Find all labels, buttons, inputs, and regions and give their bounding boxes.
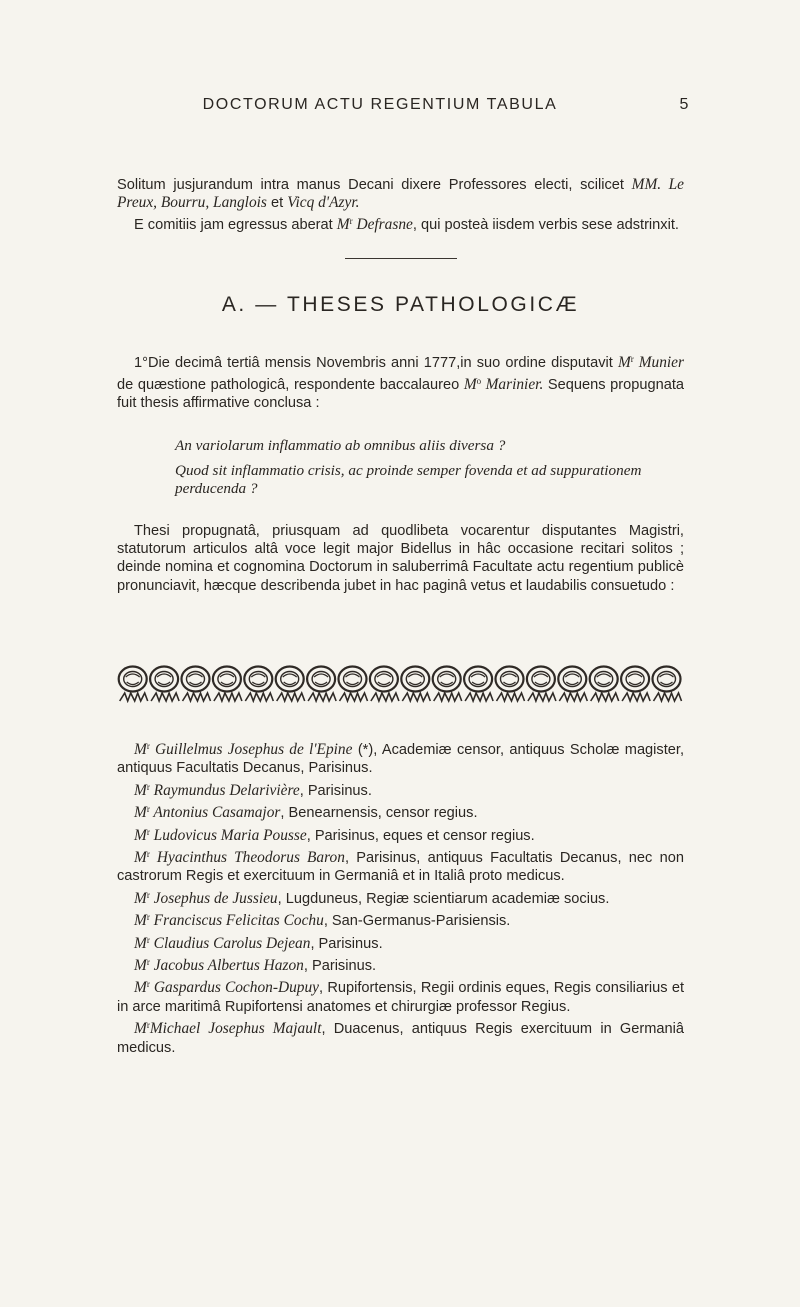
doctor-name: $M^r$ Guillelmus Josephus de l'Epine [134, 741, 353, 758]
doctor-description: (*), Academiæ censor, antiquus Scholæ magister, antiquus Facultatis Decanus, Parisinus. [117, 742, 684, 777]
thesis-text: An variolarum inflammatio ab omnibus aliis diversa ? [175, 437, 506, 454]
professor-name: Defrasne [352, 216, 413, 234]
doctor-name: $M^r$ Hyacinthus Theodorus Baron [134, 849, 345, 867]
section-title: A. — THESES PATHOLOGICÆ [221, 293, 580, 316]
doctor-description: , Benearnensis, censor regius. [280, 805, 478, 822]
running-title: DOCTORUM ACTU REGENTIUM TABULA [202, 96, 558, 113]
doctor-name: $M^r$ Franciscus Felicitas Cochu [134, 912, 324, 930]
doctor-description: , Duacenus, antiquus Regis exercituum in Germaniâ medicus. [117, 1021, 684, 1056]
doctor-name: $M^r$ Antonius Casamajor [134, 804, 281, 822]
doctors-list [117, 737, 684, 1057]
doctor-name: $M^r$ Claudius Carolus Dejean [134, 934, 311, 952]
title-abbrev: M [617, 354, 631, 371]
doctor-entry [117, 800, 684, 822]
doctor-name: $M^r$ Raymundus Delarivière [134, 781, 300, 799]
doctor-entry [117, 953, 684, 975]
doctor-description: , Parisinus. [303, 958, 377, 975]
doctor-description: , Parisinus. [299, 782, 372, 799]
intro-paragraph-2 [117, 212, 684, 234]
doctor-entry [117, 886, 684, 908]
thesis-text: Quod sit inflammatio crisis, ac proinde semper fovenda et ad suppurationem perducenda ? [175, 462, 642, 498]
intro-block [117, 176, 684, 235]
doctor-entry [117, 908, 684, 930]
doctor-entry [117, 931, 684, 953]
title-sup: r [349, 216, 353, 227]
doctor-entry [117, 1016, 684, 1057]
title-abbrev: M [336, 216, 350, 234]
disputant-name: Munier [633, 354, 685, 371]
doctor-entry [117, 845, 684, 886]
intro-text: E comitiis jam egressus aberat [134, 217, 337, 234]
intro-text: et [266, 195, 288, 212]
dispute-text-a: 1°Die decimâ tertiâ mensis Novembris anni 1777,in suo ordine disputavit [134, 355, 618, 371]
doctor-description: , Parisinus. [310, 935, 383, 952]
respondent-name: Marinier. [481, 376, 544, 394]
thesi-text: Thesi propugnatâ, priusquam ad quodlibeta vocarentur disputantes Magistri, statutorum articulos altâ voce legit major Bidellus in hâc occasione recitari solitos ; deinde nomina et cognomina Doctorum in saluberrimâ Facultate actu regentium publicè pronunciavit, hæcque describenda jubet in hac paginâ vetus et laudabilis consuetudo : [117, 523, 684, 594]
divider-rule [345, 258, 457, 259]
title-abbrev: M [463, 376, 477, 394]
title-sup: r [630, 354, 634, 364]
doctor-description: , Parisinus, antiquus Facultatis Decanus, nec non castrorum Regis et exercituum in Germaniâ et in Italiâ proto medicus. [117, 850, 684, 885]
dispute-paragraph [117, 350, 684, 413]
thesis-question-2 [175, 462, 685, 499]
thesi-paragraph [117, 522, 684, 595]
doctor-entry [117, 778, 684, 800]
dispute-text-b: de quæstione pathologicâ, respondente baccalaureo [117, 377, 464, 394]
doctor-name: $M^r$ Ludovicus Maria Pousse [134, 826, 307, 844]
doctor-entry [117, 975, 684, 1016]
dispute-text [117, 350, 684, 413]
doctor-entry [117, 823, 684, 845]
doctor-description: , Rupifortensis, Regii ordinis eques, Regis consiliarius et in arce maritimâ Rupifortensi anatomes et chirurgiæ professor Regius. [117, 980, 685, 1015]
doctor-name: $M^rMichael$ Josephus Majault [134, 1020, 322, 1038]
intro-text: Solitum jusjurandum intra manus Decani dixere Professores electi, scilicet [117, 177, 632, 193]
doctor-name: $M^r$ Josephus de Jussieu [134, 889, 278, 907]
doctor-name: $M^r$ Gaspardus Cochon-Dupuy [134, 979, 320, 997]
doctor-description: , Parisinus, eques et censor regius. [306, 827, 535, 844]
doctor-name: $M^r$ Jacobus Albertus Hazon [134, 957, 304, 975]
title-sup: o [476, 376, 482, 387]
ornamental-band-icon [117, 665, 683, 703]
doctor-description: , Lugduneus, Regiæ scientiarum academiæ socius. [277, 890, 610, 907]
intro-paragraph-1 [117, 176, 684, 212]
doctor-description: , San-Germanus-Parisiensis. [323, 913, 511, 930]
doctor-entry [117, 737, 684, 778]
professor-name: Vicq d'Azyr. [287, 194, 360, 212]
dispute-text-c: Sequens propugnata fuit thesis affirmative conclusa : [117, 377, 685, 412]
thesis-question-1 [175, 437, 685, 455]
page-number: 5 [679, 96, 690, 113]
intro-text: , qui posteà iisdem verbis sese adstrinxit. [412, 217, 679, 234]
professors-names: MM. Le Preux, Bourru, Langlois [117, 176, 684, 212]
